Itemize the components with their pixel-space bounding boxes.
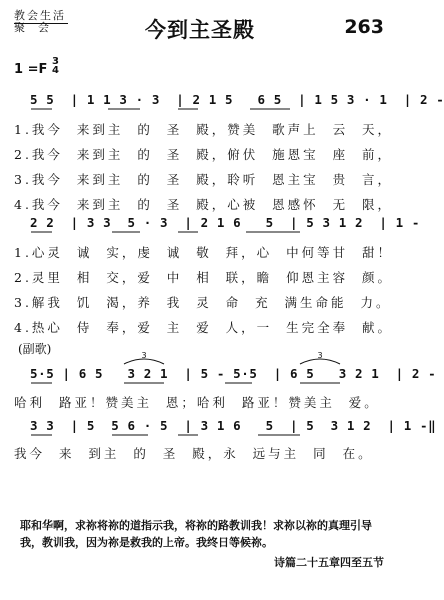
hymn-title: 今到主圣殿: [145, 17, 255, 42]
notation-row-1: 5 5 | 1 1 3 · 3 | 2 1 5 6 5 | 1 5 3 · 1 | 2 -: [30, 92, 444, 107]
category-line-2: 聚 会: [14, 21, 51, 34]
scripture-reference: 诗篇二十五章四至五节: [274, 556, 384, 569]
notation-row-2: 2 2 | 3 3 5 · 3 | 2 1 6 5 | 5 3 1 2 | 1 -: [30, 215, 421, 230]
notation-row-4: 3 3 | 5 5 6 · 5 | 3 1 6 5 | 5 3 1 2 | 1 -‖: [30, 418, 437, 433]
triplet-number: 3: [141, 351, 147, 360]
verse-4-line-1: 4.我今 来到主 的 圣 殿，心被 恩感怀 无 限，: [14, 197, 394, 212]
verse-1-line-1: 1.我今 来到主 的 圣 殿，赞美 歌声上 云 天，: [14, 122, 394, 137]
verse-4-line-2: 4.热心 侍 奉，爱 主 爱 人，一 生完全奉 献。: [14, 320, 394, 335]
key-signature: 1 =F: [14, 62, 48, 77]
category-line-1: 教会生活: [14, 9, 66, 22]
chorus-line-1: 哈利 路亚！赞美主 恩；哈利 路亚！赞美主 爱。: [14, 395, 380, 410]
verse-3-line-1: 3.我今 来到主 的 圣 殿，聆听 恩主宝 贵 言，: [14, 172, 394, 187]
hymn-number: 263: [344, 16, 384, 38]
verse-2-line-1: 2.我今 来到主 的 圣 殿，俯伏 施恩宝 座 前，: [14, 147, 394, 162]
verse-1-line-2: 1.心灵 诚 实，虔 诚 敬 拜，心 中何等甘 甜！: [14, 245, 394, 260]
time-signature-top: 3: [52, 56, 59, 67]
chorus-line-2: 我今 来 到主 的 圣 殿，永 远与主 同 在。: [14, 446, 374, 461]
verse-2-line-2: 2.灵里 相 交，爱 中 相 联，瞻 仰恩主容 颜。: [14, 270, 394, 285]
verse-3-line-2: 3.解我 饥 渴，养 我 灵 命 充 满生命能 力。: [14, 295, 392, 310]
triplet-number: 3: [317, 351, 323, 360]
time-signature-bottom: 4: [52, 65, 59, 76]
chorus-label: (副歌): [18, 342, 52, 356]
scripture-text: 耶和华啊，求祢将祢的道指示我，将祢的路教训我！求祢以祢的真理引导我，教训我，因为祢是救我的上帝。我终日等候祢。: [20, 519, 372, 549]
notation-row-3: 5·5 | 6 5 3 2 1 | 5 - 5·5 | 6 5 3 2 1 | 2 -: [30, 366, 437, 381]
